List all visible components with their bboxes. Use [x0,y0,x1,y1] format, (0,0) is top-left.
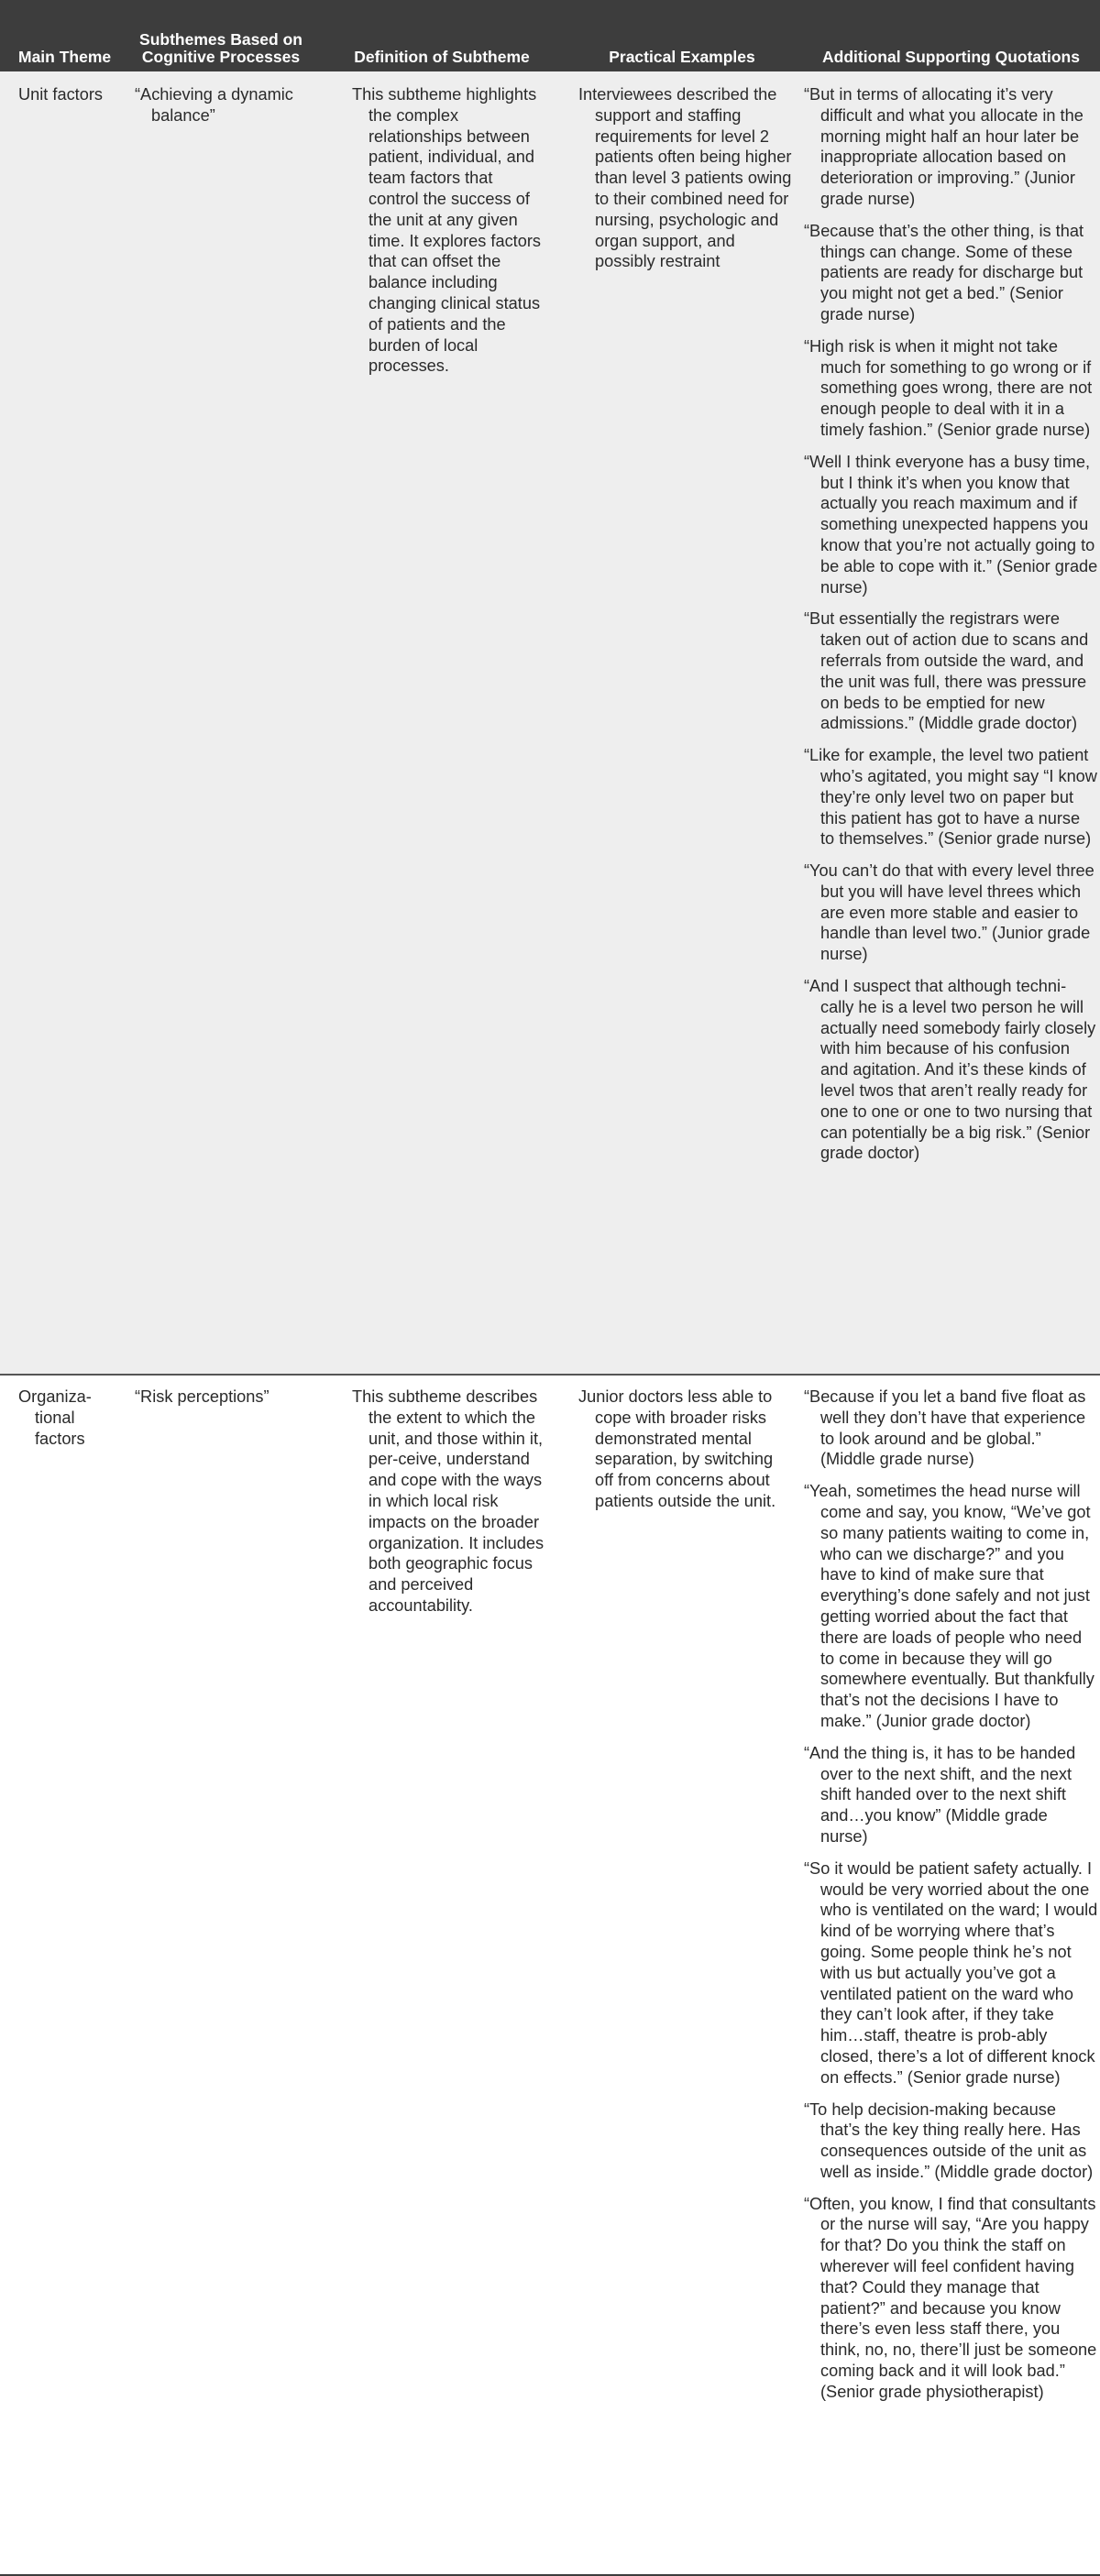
header-examples: Practical Examples [562,0,802,71]
quote-text: “Because that’s the other thing, is that things can change. Some of these patients are ready for discharge but you might not get a bed.” (Senior grade nurse) [804,221,1084,323]
quote-text: “High risk is when it might not take much for something to go wrong or if something goes wrong, there are not enough people to deal with it in a timely fashion.” (Senior grade nurse) [804,336,1093,439]
quotations-cell [802,71,1100,1375]
quote-text: “But in terms of allocating it’s very difficult and what you allocate in the morning might half an hour later be inappropriate allocation based on deterioration or improving.” (Junior grade nurse) [804,85,1084,208]
quote-text: “To help decision-making because that’s the key thing really here. Has consequences outside of the unit as well as inside.” (Middle grade doctor) [804,2099,1094,2181]
table-row [0,71,1100,1375]
quote-text: “And the thing is, it has to be handed over to the next shift, and the next shift handed over to the next shift and…you know” (Middle grade nurse) [804,1743,1076,1846]
example-cell [562,71,802,1375]
subtheme-cell [120,71,322,1375]
header-row [0,0,1100,71]
header-subthemes: Subthemes Based on Cognitive Processes [120,0,322,71]
main-theme-text: Organiza-tional factors [18,1387,92,1448]
subtheme-cell [120,1375,322,2575]
quote-text: “Because if you let a band five float as well they don’t have that experience to look around and be global.” (Middle grade nurse) [804,1387,1086,1469]
quotations-cell [802,1375,1100,2575]
header-definition: Definition of Subtheme [322,0,562,71]
main-theme-text: Unit factors [18,85,103,104]
main-theme-cell [0,71,120,1375]
definition-cell [322,1375,562,2575]
quote-text: “But essentially the registrars were taken out of action due to scans and referrals from outside the ward, and the unit was full, there was pressure on beds to be emptied for new admissions.” (Middle grade doctor) [804,609,1089,733]
definition-text: This subtheme highlights the complex relationships between patient, individual, and team factors that control the success of the unit at any given time. It explores factors that can offset the balance including changing clinical status of patients and the burden of local processes. [352,85,542,376]
quote-text: “Well I think everyone has a busy time, but I think it’s when you know that actually you reach maximum and if something unexpected happens you know that you’re not actually going to be able to cope with it.” (Senior grade nurse) [804,452,1098,597]
example-text: Junior doctors less able to cope with broader risks demonstrated mental separation, by switching off from concerns about patients outside the unit. [578,1387,776,1510]
example-cell [562,1375,802,2575]
quote-text: “You can’t do that with every level three but you will have level threes which are even more stable and easier to handle than level two.” (Junior grade nurse) [804,861,1094,964]
subtheme-text: “Risk perceptions” [135,1387,270,1406]
table-row [0,1375,1100,2575]
definition-text: This subtheme describes the extent to which the unit, and those within it, per-ceive, understand and cope with the ways in which local risk impacts on the broader organization. It includes both geographic focus and perceived accountability. [352,1387,544,1615]
header-main-theme: Main Theme [0,0,120,71]
quote-text: “And I suspect that although techni-cally he is a level two person he will actually need somebody fairly closely with him because of his confusion and agitation. And it’s these kinds of level twos that aren’t really ready for one to one or one to two nursing that can potentially be a big risk.” (Senior grade doctor) [804,977,1096,1163]
quote-text: “Yeah, sometimes the head nurse will come and say, you know, “We’ve got so many patients waiting to come in, who can we discharge?” and you have to kind of make sure that everything’s done safely and not just getting worried about the fact that there are loads of people who need to come in because they will go somewhere eventually. But thankfully that’s not the decisions I have to make.” (Junior grade doctor) [804,1482,1094,1730]
quote-text: “Like for example, the level two patient who’s agitated, you might say “I know they’re only level two on paper but this patient has got to have a nurse to themselves.” (Senior grade nurse) [804,746,1097,849]
quote-text: “So it would be patient safety actually. I would be very worried about the one who is ventilated on the ward; I would kind of be worrying where that’s going. Some people think he’s not with us but actually you’ve got a ventilated patient on the ward who they can’t look after, if they take him…staff, theatre is prob-ably closed, there’s a lot of different knock on effects.” (Senior grade nurse) [804,1858,1098,2087]
main-theme-cell [0,1375,120,2575]
example-text: Interviewees described the support and staffing requirements for level 2 patients often being higher than level 3 patients owing to their combined need for nursing, psychologic and organ support, and possibly restraint [578,85,792,271]
quote-text: “Often, you know, I find that consultants or the nurse will say, “Are you happy for that? Do you think the staff on wherever will feel confident having that? Could they manage that patient?” and because you know there’s even less staff there, you think, no, no, there’ll just be someone coming back and it will look bad.” (Senior grade physiotherapist) [804,2194,1097,2401]
header-quotations: Additional Supporting Quotations [802,0,1100,71]
definition-cell [322,71,562,1375]
subtheme-text: “Achieving a dynamic balance” [135,85,293,125]
